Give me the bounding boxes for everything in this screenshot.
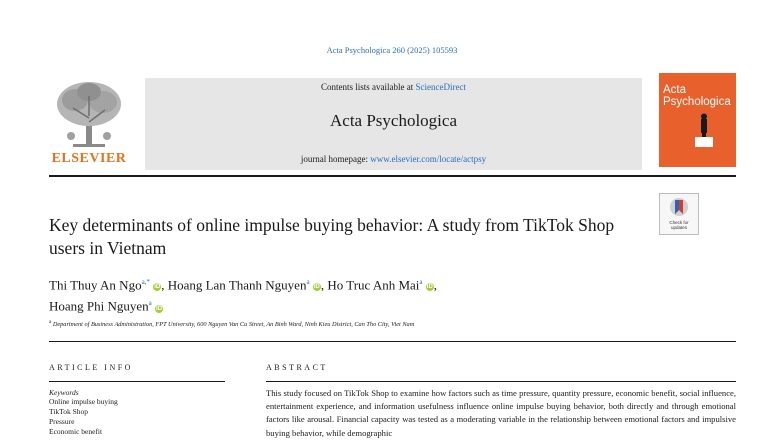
cover-title-line2: Psychologica (663, 96, 731, 108)
homepage-prefix: journal homepage: (300, 154, 371, 164)
journal-title: Acta Psychologica (330, 111, 457, 130)
contents-availability (145, 82, 642, 92)
orcid-icon[interactable]: iD (156, 305, 163, 312)
elsevier-tree-icon (53, 78, 125, 150)
updates-badge-label: Check for updates (669, 220, 689, 230)
cover-title-line1: Acta (663, 84, 687, 96)
keyword-item: Online impulse buying (49, 397, 118, 406)
journal-cover[interactable] (659, 73, 736, 167)
homepage-link[interactable]: www.elsevier.com/locate/actpsy (370, 154, 487, 164)
section-divider (49, 341, 736, 342)
author-name[interactable]: Hoang Lan Thanh Nguyen (167, 277, 307, 293)
cover-title (663, 84, 733, 108)
journal-homepage (145, 154, 642, 164)
abstract-body: This study focused on TikTok Shop to examine how factors such as time pressure, quantity pressure, economic benefit, social influence, entertainment experience, and information usefulness influence online impulse buying behavior, both directly and through emotional factors like arousal. Financial capacity was tested as a moderating variable in the relationship between emotional factors and impulsive buying behavior, while demographic (266, 388, 736, 438)
sciencedirect-link[interactable]: ScienceDirect (415, 82, 466, 92)
affiliation-marker: a (49, 320, 52, 325)
orcid-icon[interactable]: iD (313, 284, 320, 291)
masthead-divider (49, 175, 736, 177)
abstract-heading: ABSTRACT (266, 363, 328, 372)
elsevier-logo[interactable] (49, 78, 129, 170)
article-info-divider (49, 381, 225, 382)
keywords-heading: Keywords (49, 388, 79, 397)
journal-masthead (145, 78, 642, 170)
abstract-divider (266, 381, 736, 382)
journal-citation (0, 45, 784, 55)
elsevier-wordmark: ELSEVIER (51, 151, 127, 166)
keyword-item: Economic benefit (49, 427, 103, 436)
keyword-item: TikTok Shop (49, 407, 89, 416)
citation-link[interactable]: Acta Psychologica 260 (2025) 105593 (326, 45, 458, 55)
author-affiliation-marker[interactable]: a (148, 299, 152, 308)
author-affiliation (49, 320, 736, 328)
bookmark-update-icon (669, 197, 689, 219)
author-list: Thi Thuy An Ngo$^{a,*}$ iD, Hoang Lan Thanh Nguyen$^a$ iD, Ho Truc Anh Mai$^a$ iD, Hoang Phi Nguyen$^a$ iD (49, 277, 438, 314)
orcid-icon[interactable]: iD (426, 284, 433, 291)
author-name[interactable]: Thi Thuy An Ngo (49, 277, 142, 293)
author-affiliation-marker[interactable]: a (419, 278, 423, 286)
article-title: Key determinants of online impulse buying behavior: A study from TikTok Shop users in Vietnam (49, 215, 615, 258)
author-name[interactable]: Ho Truc Anh Mai (327, 277, 420, 293)
contents-prefix: Contents lists available at (321, 82, 416, 92)
keyword-item: Pressure (49, 417, 75, 426)
author-affiliation-marker[interactable]: a (306, 278, 310, 286)
article-info-heading: ARTICLE INFO (49, 363, 133, 372)
affiliation-text: Department of Business Administration, FPT University, 600 Nguyen Van Cu Street, An Binh Ward, Ninh Kieu District, Can Tho City, Viet Nam (52, 321, 415, 329)
author-affiliation-marker[interactable]: a,* (141, 278, 150, 286)
author-name[interactable]: Hoang Phi Nguyen (49, 298, 149, 314)
check-for-updates-badge[interactable] (659, 193, 699, 235)
orcid-icon[interactable]: iD (154, 284, 161, 291)
cover-figure-icon (693, 113, 715, 147)
